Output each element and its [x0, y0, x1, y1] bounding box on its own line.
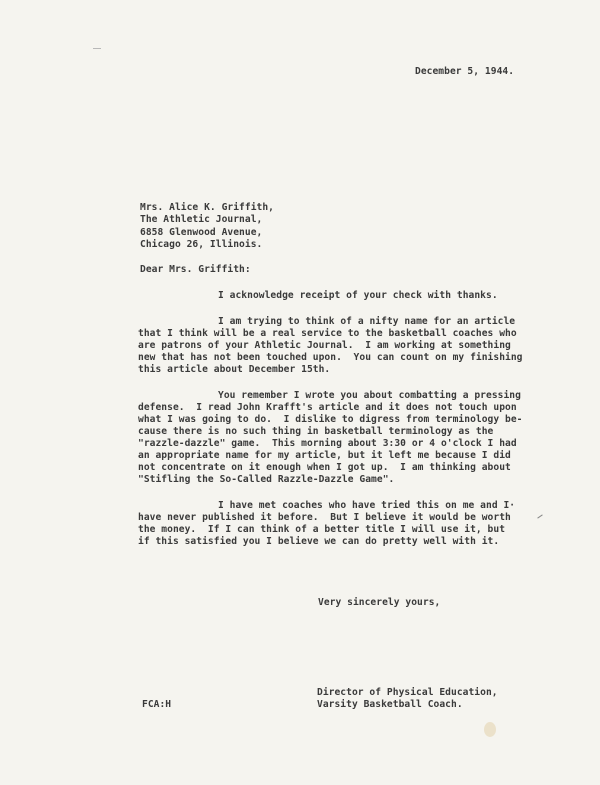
paragraph-4-line: if this satisfied you I believe we can do pretty well with it. [138, 536, 500, 547]
paragraph-3-line: "Stifling the So-Called Razzle-Dazzle Game". [138, 474, 395, 485]
paragraph-3-line: defense. I read John Krafft's article and it does not touch upon [138, 402, 517, 413]
paper-mark [93, 48, 101, 49]
pencil-mark [537, 514, 542, 518]
letter-date: December 5, 1944. [415, 66, 515, 77]
paragraph-3-line: You remember I wrote you about combatting a pressing [218, 390, 521, 401]
recipient-street: 6858 Glenwood Avenue, [140, 227, 263, 238]
closing: Very sincerely yours, [318, 597, 441, 608]
paragraph-4-line: the money. If I can think of a better title I will use it, but [138, 524, 506, 535]
recipient-city: Chicago 26, Illinois. [140, 239, 263, 250]
paragraph-3-line: an appropriate name for my article, but it left me because I did [138, 450, 511, 461]
punch-hole [484, 722, 496, 737]
paragraph-2-line: that I think will be a real service to the basketball coaches who [138, 328, 517, 339]
paragraph-2-line: are patrons of your Athletic Journal. I am working at something [138, 340, 511, 351]
signature-title-1: Director of Physical Education, [317, 687, 498, 698]
paragraph-3-line: "razzle-dazzle" game. This morning about 3:30 or 4 o'clock I had [138, 438, 517, 449]
paragraph-3-line: what I was going to do. I dislike to digress from terminology be- [138, 414, 523, 425]
paragraph-4-line: have never published it before. But I believe it would be worth [138, 512, 511, 523]
paragraph-4-line: I have met coaches who have tried this on me and I· [218, 500, 516, 511]
salutation: Dear Mrs. Griffith: [140, 264, 251, 275]
paragraph-3-line: not concentrate on it enough when I got up. I am thinking about [138, 462, 511, 473]
paragraph-2-line: this article about December 15th. [138, 364, 331, 375]
paragraph-3-line: cause there is no such thing in basketball terminology as the [138, 426, 494, 437]
reference-initials: FCA:H [142, 699, 172, 710]
recipient-org: The Athletic Journal, [140, 214, 263, 225]
paragraph-2-line: I am trying to think of a nifty name for an article [218, 316, 516, 327]
signature-title-2: Varsity Basketball Coach. [317, 699, 463, 710]
recipient-name: Mrs. Alice K. Griffith, [140, 202, 274, 213]
paragraph-1-line: I acknowledge receipt of your check with thanks. [218, 290, 498, 301]
paragraph-2-line: new that has not been touched upon. You can count on my finishing [138, 352, 523, 363]
